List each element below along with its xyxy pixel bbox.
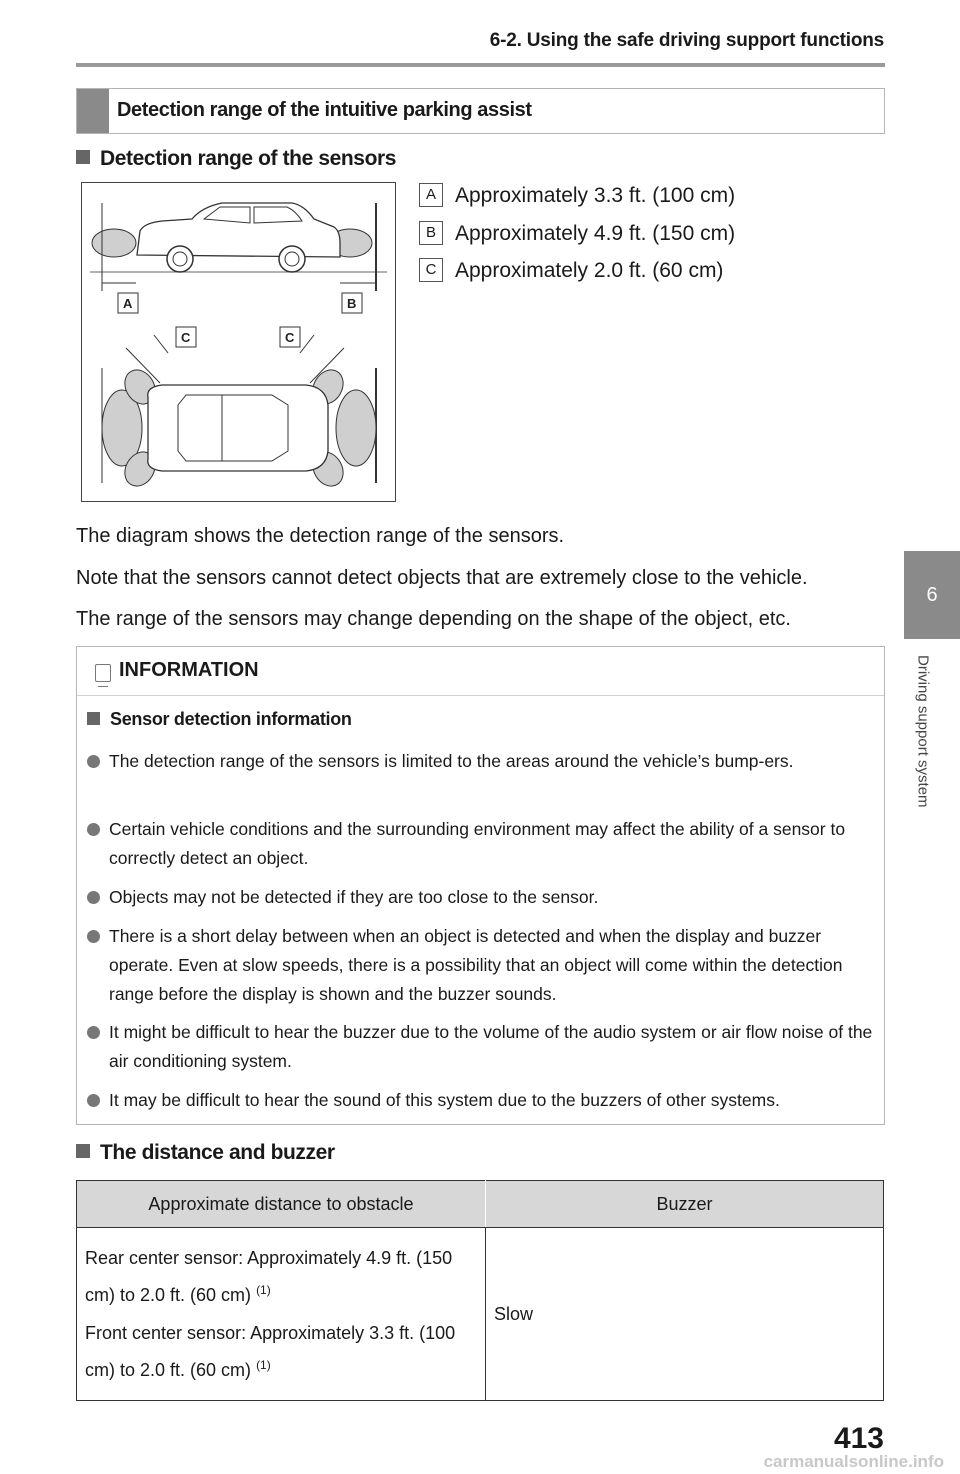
legend-item-c <box>419 258 723 283</box>
legend-letter-c: C <box>419 258 443 282</box>
paragraph: The diagram shows the detection range of the sensors. <box>76 525 565 547</box>
watermark: carmanualsonline.info <box>763 1452 944 1471</box>
subheading-distance-text: The distance and buzzer <box>100 1141 335 1164</box>
list-item <box>87 1086 877 1115</box>
rear-sensor-range: Rear center sensor: Approximately 4.9 ft. (150 cm) to 2.0 ft. (60 cm) <box>85 1248 453 1305</box>
list-item <box>87 883 877 912</box>
distance-buzzer-table <box>76 1180 884 1401</box>
diagram-label-a: A <box>123 296 133 311</box>
bullet-dot-icon <box>87 1026 100 1039</box>
table-cell-distance <box>77 1228 486 1401</box>
list-item-text: The detection range of the sensors is limited to the areas around the vehicle’s bump-ers. <box>109 751 794 771</box>
list-item <box>87 815 877 873</box>
bullet-dot-icon <box>87 1094 100 1107</box>
table-header-distance: Approximate distance to obstacle <box>77 1181 486 1228</box>
chapter-label: Driving support system <box>914 655 932 808</box>
note-icon <box>95 664 111 682</box>
footnote-marker: (1) <box>256 1283 271 1297</box>
diagram-label-c-right: C <box>285 330 295 345</box>
legend-item-b <box>419 221 735 246</box>
square-bullet-icon <box>76 150 90 164</box>
information-box <box>76 646 885 1125</box>
subheading-sensors-text: Detection range of the sensors <box>100 147 397 170</box>
bullet-dot-icon <box>87 823 100 836</box>
information-header <box>77 647 884 696</box>
table-header-buzzer: Buzzer <box>486 1181 884 1228</box>
header-rule <box>76 63 885 67</box>
legend-text-a: Approximately 3.3 ft. (100 cm) <box>455 184 736 207</box>
section-heading-bar <box>77 89 109 133</box>
subheading-sensors <box>76 147 396 171</box>
chapter-label-wrap <box>908 655 938 855</box>
list-item-text: Certain vehicle conditions and the surrounding environment may affect the ability of a sensor to correctly detect an object. <box>109 819 846 868</box>
legend-letter-a: A <box>419 183 443 207</box>
footnote-marker: (1) <box>256 1358 271 1372</box>
legend-item-a <box>419 183 735 208</box>
legend-letter-b: B <box>419 221 443 245</box>
diagram-label-b: B <box>347 296 357 311</box>
table-row <box>77 1228 884 1401</box>
vehicle-diagram-svg <box>82 183 395 501</box>
section-heading: Detection range of the intuitive parking assist <box>117 99 532 121</box>
table-cell-buzzer: Slow <box>494 1303 534 1324</box>
legend-text-b: Approximately 4.9 ft. (150 cm) <box>455 222 736 245</box>
page-header-title: 6-2. Using the safe driving support functions <box>489 30 884 51</box>
list-item-text: Objects may not be detected if they are too close to the sensor. <box>109 887 599 907</box>
legend-text-c: Approximately 2.0 ft. (60 cm) <box>455 259 724 282</box>
page-number: 413 <box>833 1422 884 1455</box>
bullet-dot-icon <box>87 755 100 768</box>
list-item-text: There is a short delay between when an object is detected and when the display and buzzer operate. Even at slow speeds, there is a possibility that an object will come within the detection range before the display is shown and the buzzer sounds. <box>109 926 843 1004</box>
list-item <box>87 1018 877 1076</box>
chapter-tab[interactable]: 6 <box>904 551 960 639</box>
bullet-dot-icon <box>87 930 100 943</box>
square-bullet-icon <box>76 1144 90 1158</box>
paragraph: The range of the sensors may change depending on the shape of the object, etc. <box>76 608 791 630</box>
paragraph: Note that the sensors cannot detect objects that are extremely close to the vehicle. <box>76 567 808 589</box>
section-heading-box <box>76 88 885 134</box>
table-header-row <box>77 1181 884 1228</box>
list-item-text: It may be difficult to hear the sound of this system due to the buzzers of other systems. <box>109 1090 780 1110</box>
sensor-range-diagram <box>81 182 396 502</box>
information-subheading-text: Sensor detection information <box>110 709 352 729</box>
list-item-text: It might be difficult to hear the buzzer due to the volume of the audio system or air flow noise of the air conditioning system. <box>109 1022 873 1071</box>
front-sensor-range: Front center sensor: Approximately 3.3 ft. (100 cm) to 2.0 ft. (60 cm) <box>85 1323 456 1380</box>
list-item <box>87 747 877 776</box>
square-bullet-icon <box>87 712 100 725</box>
information-subheading <box>87 709 352 730</box>
list-item <box>87 922 877 1009</box>
diagram-label-c-left: C <box>181 330 191 345</box>
subheading-distance <box>76 1141 335 1165</box>
information-title: INFORMATION <box>119 659 259 681</box>
bullet-dot-icon <box>87 891 100 904</box>
